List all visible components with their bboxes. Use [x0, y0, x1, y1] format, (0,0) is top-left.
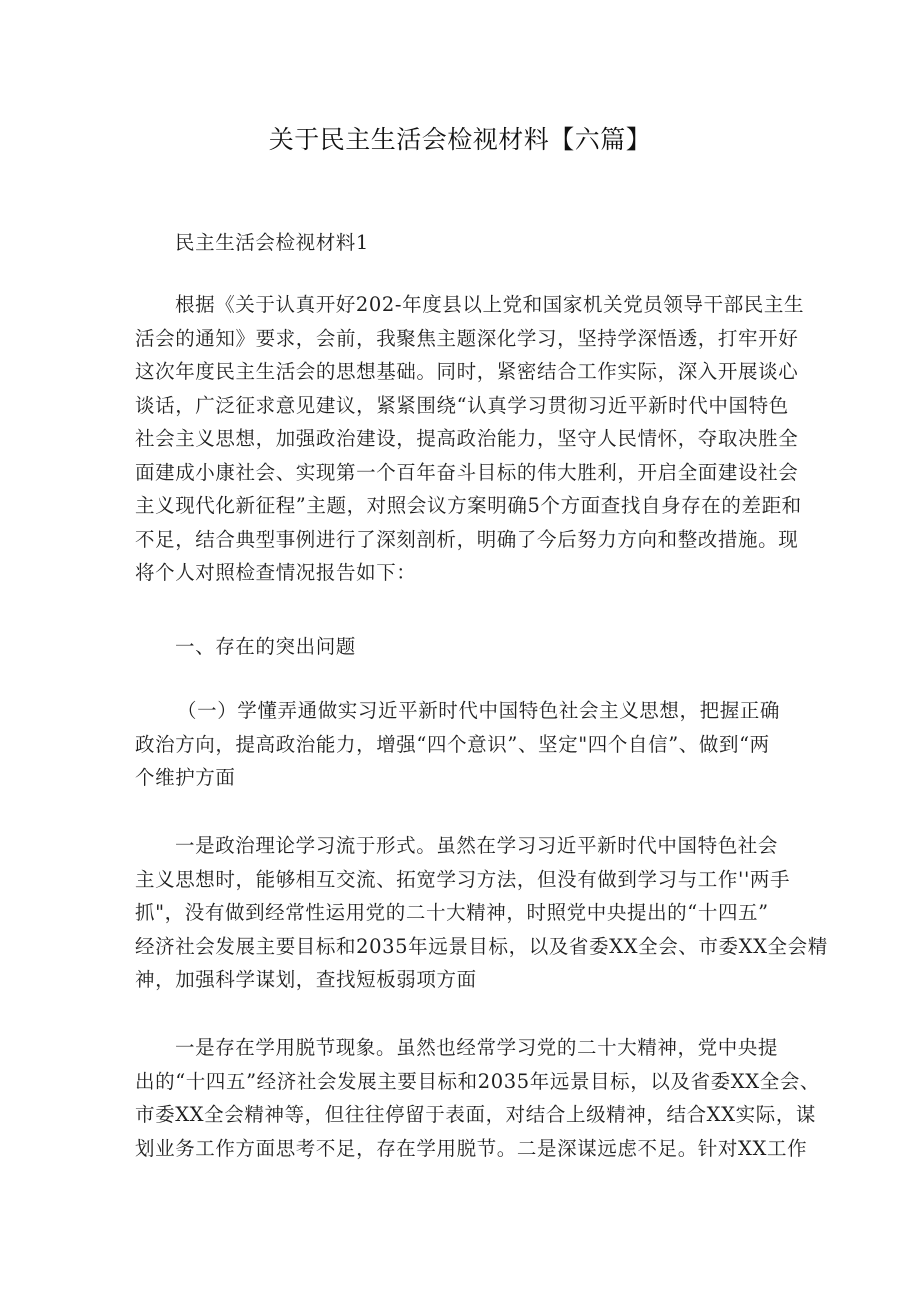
section-heading	[135, 630, 827, 664]
subsection-line: 政治方向，提高政治能力，增强“四个意识”、坚定"四个自信”、做到“两	[135, 732, 770, 756]
paragraph-line: 根据《关于认真开好202-年度县以上党和国家机关党员领导干部民主生	[175, 293, 805, 316]
paragraph-line: 将个人对照检查情况报告如下：	[135, 561, 417, 584]
paragraph-line: 不足，结合典型事例进行了深刻剖析，明确了今后努力方向和整改措施。现	[135, 527, 799, 551]
paragraph-line: 面建成小康社会、实现第一个百年奋斗目标的伟大胜利，开启全面建设社会	[135, 460, 799, 484]
paragraph-line: 一是存在学用脱节现象。虽然也经常学习党的二十大精神，党中央提	[175, 1036, 779, 1059]
paragraph-line: 抓"，没有做到经常性运用党的二十大精神，时照党中央提出的“十四五”	[135, 901, 769, 924]
paragraph-line: 神，加强科学谋划，查找短板弱项方面	[135, 968, 477, 991]
paragraph-line: 市委XX全会精神等，但往往停留于表面，对结合上级精神，结合XX实际，谋	[135, 1103, 817, 1126]
paragraph-line: 活会的通知》要求，会前，我聚焦主题深化学习，坚持学深悟透，打牢开好	[135, 326, 799, 350]
paragraph-line: 谈话，广泛征求意见建议，紧紧围绕“认真学习贯彻习近平新时代中国特色	[135, 393, 789, 417]
paragraph-line: 主义思想时，能够相互交流、拓宽学习方法，但没有做到学习与工作''两手	[135, 867, 791, 891]
subheading-text: 民主生活会检视材料1	[175, 231, 369, 254]
paragraph-line: 社会主义思想，加强政治建设，提高政治能力，坚守人民情怀，夺取决胜全	[135, 427, 799, 450]
subheading	[135, 226, 827, 260]
paragraph-intro	[135, 288, 805, 590]
subsection-line: 个维护方面	[135, 766, 236, 789]
paragraph-line: 经济社会发展主要目标和2035年远景目标，以及省委XX全会、市委XX全会精	[135, 934, 828, 958]
section-heading-text: 一、存在的突出问题	[175, 635, 356, 658]
paragraph-line: 一是政治理论学习流于形式。虽然在学习习近平新时代中国特色社会	[175, 834, 779, 857]
paragraph-point-2	[135, 1031, 821, 1165]
paragraph-point-1	[135, 829, 828, 997]
paragraph-line: 划业务工作方面思考不足，存在学用脱节。二是深谋远虑不足。针对XX工作	[135, 1136, 808, 1160]
subsection-heading	[135, 694, 787, 795]
subsection-line: （一）学懂弄通做实习近平新时代中国特色社会主义思想，把握正确	[177, 699, 781, 722]
document-title: 关于民主生活会检视材料【六篇】	[268, 125, 652, 154]
paragraph-line: 出的“十四五”经济社会发展主要目标和2035年远景目标，以及省委XX全会、	[135, 1069, 821, 1093]
paragraph-line: 主义现代化新征程”主题，对照会议方案明确5个方面查找自身存在的差距和	[135, 494, 802, 517]
paragraph-line: 这次年度民主生活会的思想基础。同时，紧密结合工作实际，深入开展谈心	[135, 360, 799, 383]
